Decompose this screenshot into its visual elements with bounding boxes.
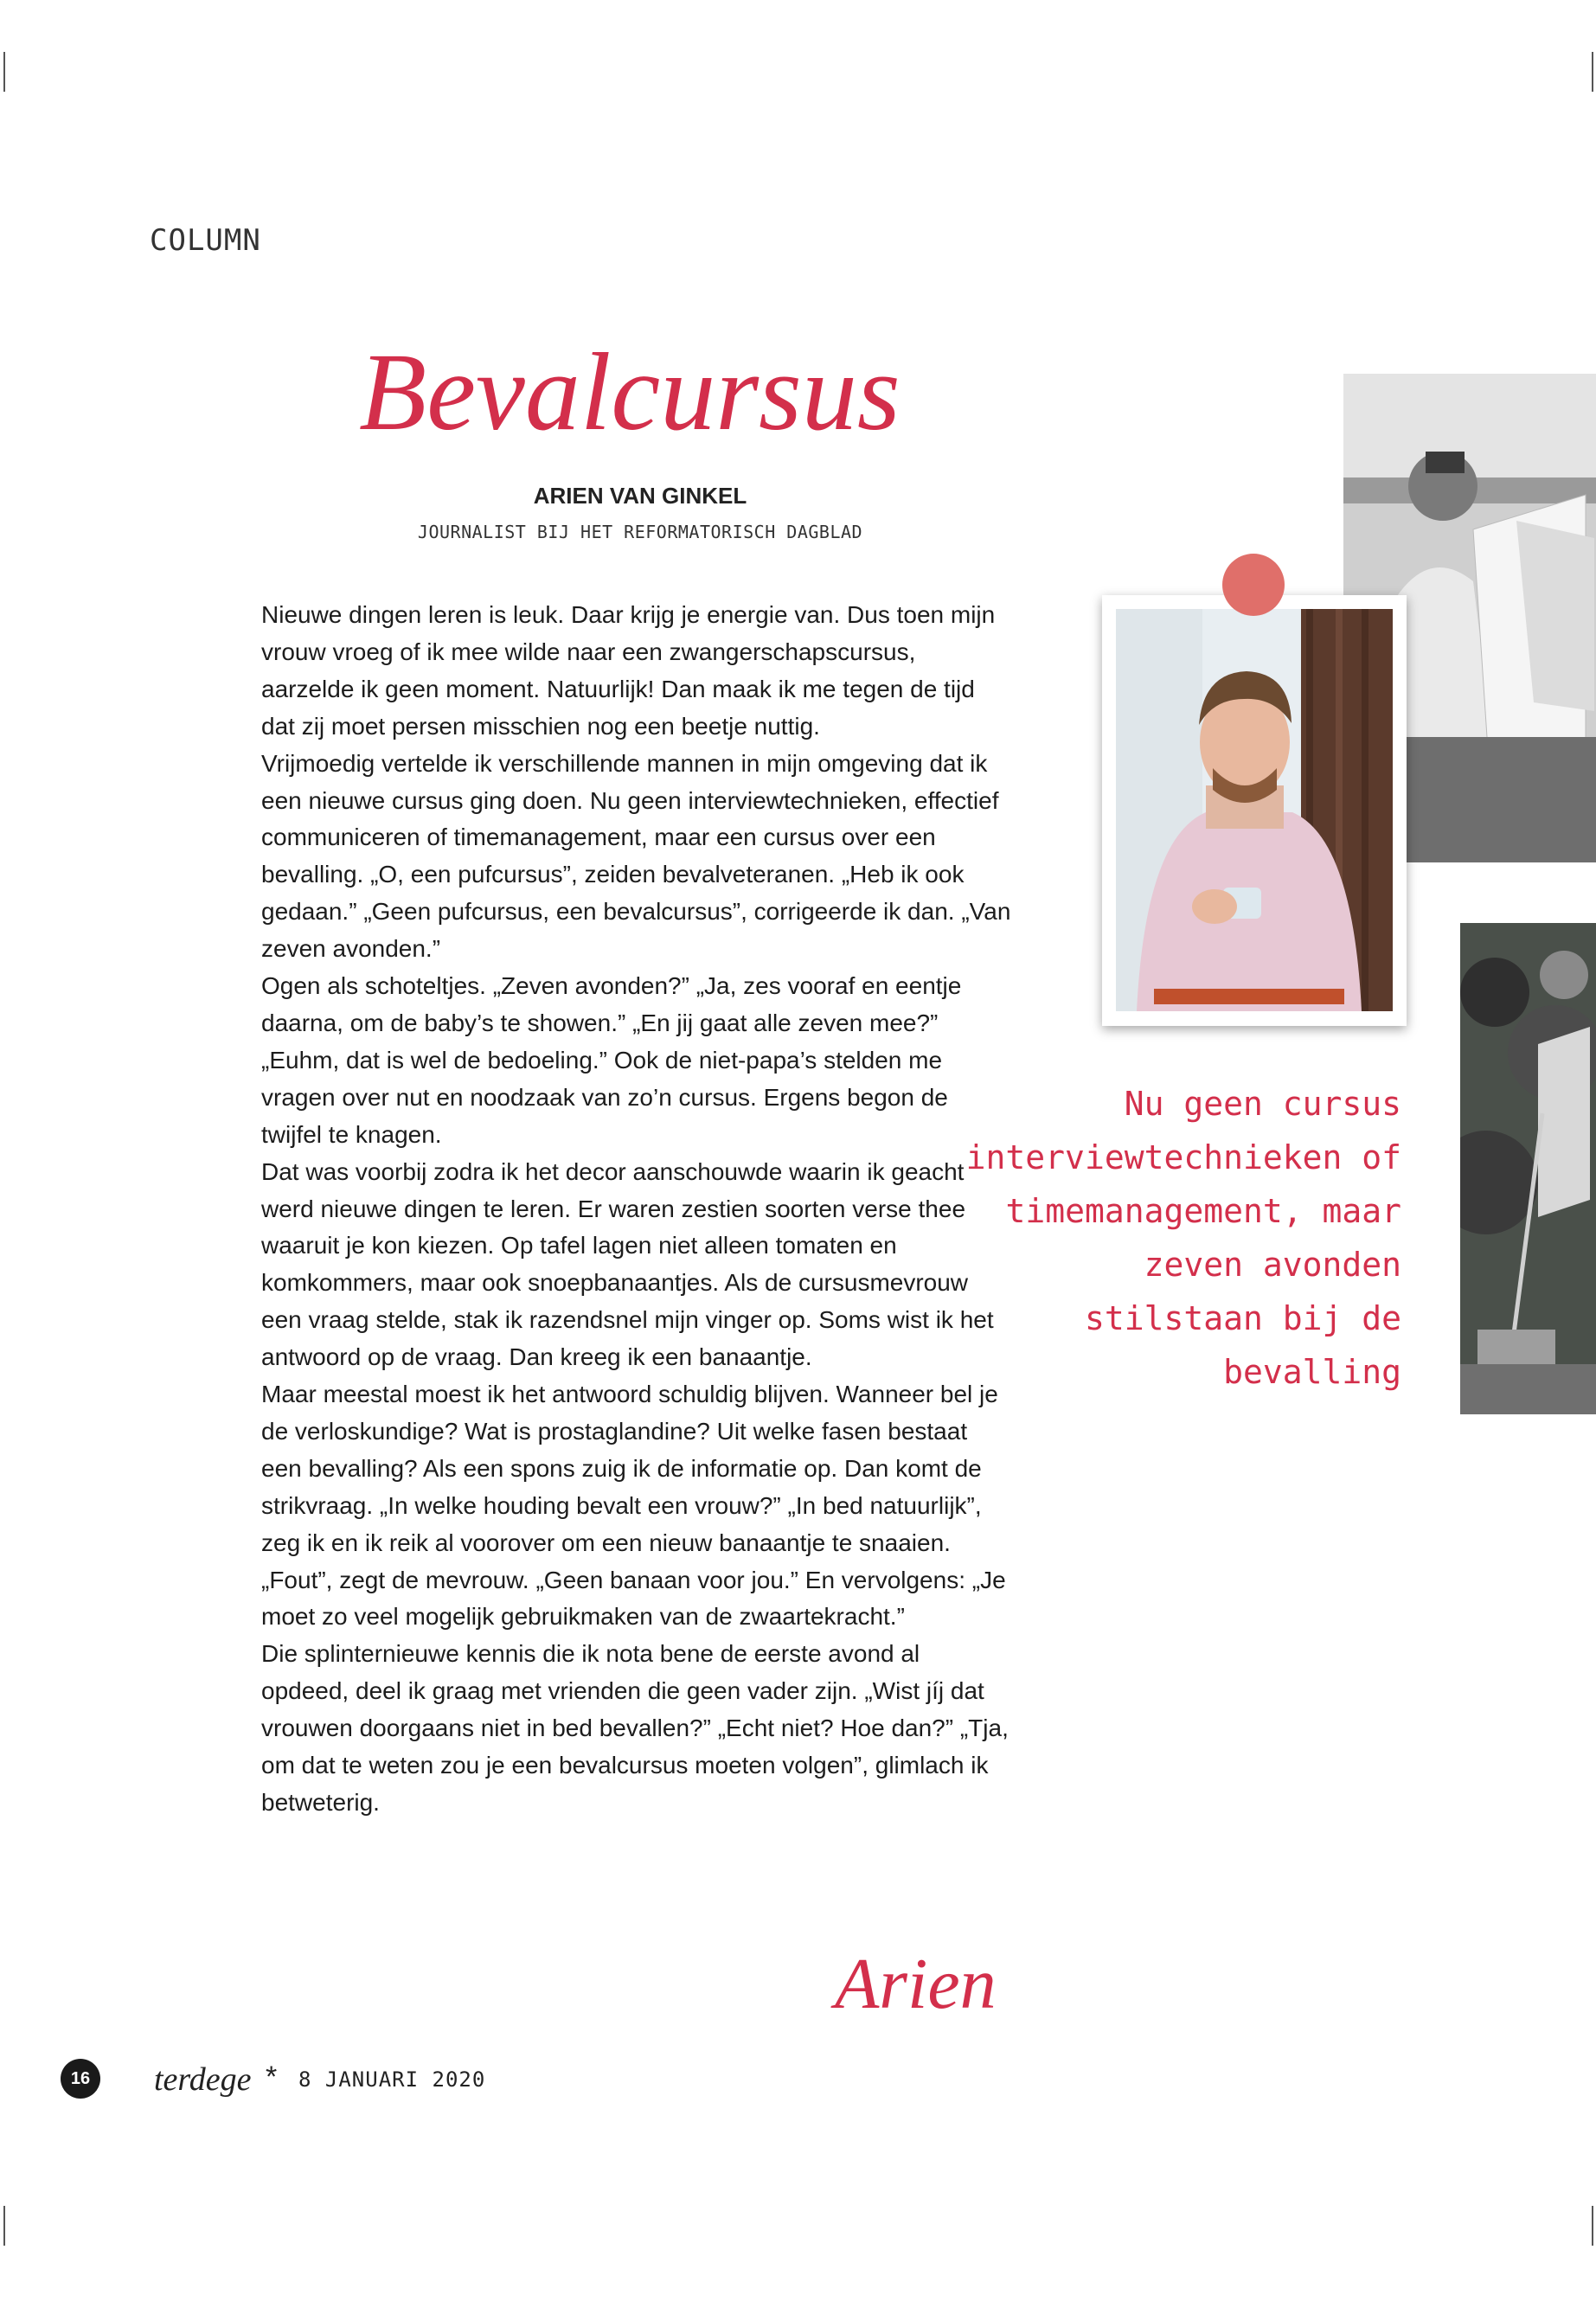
crop-mark-top-left	[3, 52, 5, 92]
crop-mark-bottom-right	[1592, 2206, 1593, 2246]
pull-quote: Nu geen cursus interviewtechnieken of timemanagement, maar zeven avonden stilstaan bij de bevalling	[965, 1085, 1401, 1391]
paragraph: Maar meestal moest ik het antwoord schuldig blijven. Wanneer bel je de verloskundige? Wat is prostaglandine? Uit welke fasen bestaat een bevalling? Als een spons zuig ik de informatie op. Dan komt de strikvraag. „In welke houding bevalt een vrouw?” „In bed natuurlijk”, zeg ik en ik reik al voorover om een nieuw banaantje te snaaien. „Fout”, zegt de mevrouw. „Geen banaan voor jou.” En vervolgens: „Je moet zo veel mogelijk gebruikmaken van de zwaartekracht.”	[261, 1381, 1006, 1631]
magazine-brand: terdege	[154, 2061, 252, 2098]
paragraph: Die splinternieuwe kennis die ik nota bene de eerste avond al opdeed, deel ik graag met vrienden die geen vader zijn. „Wist jíj dat vrouwen doorgaans niet in bed bevallen?” „Echt niet? Hoe dan?” „Tja, om dat te weten zou je een bevalcursus moeten volgen”, glimlach ik betweterig.	[261, 1640, 1009, 1816]
decorative-dot	[1222, 554, 1285, 616]
crop-mark-top-right	[1592, 52, 1593, 92]
paragraph: Nieuwe dingen leren is leuk. Daar krijg je energie van. Dus toen mijn vrouw vroeg of ik mee wilde naar een zwangerschapscursus, aarzelde ik geen moment. Natuurlijk! Dan maak ik me tegen de tijd dat zij moet persen misschien nog een beetje nuttig.	[261, 601, 996, 740]
paragraph: Ogen als schoteltjes. „Zeven avonden?” „Ja, zes vooraf en eentje daarna, om de baby’s te showen.” „En jij gaat alle zeven mee?” „Euhm, dat is wel de bedoeling.” Ook de niet-papa’s stelden me vragen over nut en noodzaak van zo’n cursus. Ergens begon de twijfel te knagen.	[261, 972, 962, 1148]
article-body	[261, 597, 1014, 1822]
article-title: Bevalcursus	[359, 330, 901, 453]
author-name: ARIEN VAN GINKEL	[533, 483, 747, 509]
page-number: 16	[61, 2059, 100, 2099]
separator-icon: *	[266, 2061, 278, 2093]
author-role: JOURNALIST BIJ HET REFORMATORISCH DAGBLAD	[417, 522, 863, 542]
issue-date: 8 JANUARI 2020	[298, 2067, 486, 2092]
paragraph: Vrijmoedig vertelde ik verschillende mannen in mijn omgeving dat ik een nieuwe cursus ging doen. Nu geen interviewtechnieken, effectief communiceren of timemanagement, maar een cursus over een bevalling. „O, een pufcursus”, zeiden bevalveteranen. „Heb ik ook gedaan.” „Geen pufcursus, een bevalcursus”, corrigeerde ik dan. „Van zeven avonden.”	[261, 749, 1011, 963]
portrait-photo	[1102, 595, 1407, 1026]
photo-broom-garden	[1460, 923, 1596, 1414]
section-label: COLUMN	[150, 223, 261, 258]
crop-mark-bottom-left	[3, 2206, 5, 2246]
author-signature: Arien	[835, 1944, 997, 2024]
paragraph: Dat was voorbij zodra ik het decor aanschouwde waarin ik geacht werd nieuwe dingen te leren. Er waren zestien soorten verse thee waaruit je kon kiezen. Op tafel lagen niet alleen tomaten en komkommers, maar ook snoepbanaantjes. Als de cursusmevrouw een vraag stelde, stak ik razendsnel mijn vinger op. Soms wist ik het antwoord op de vraag. Dan kreeg ik een banaantje.	[261, 1157, 994, 1371]
